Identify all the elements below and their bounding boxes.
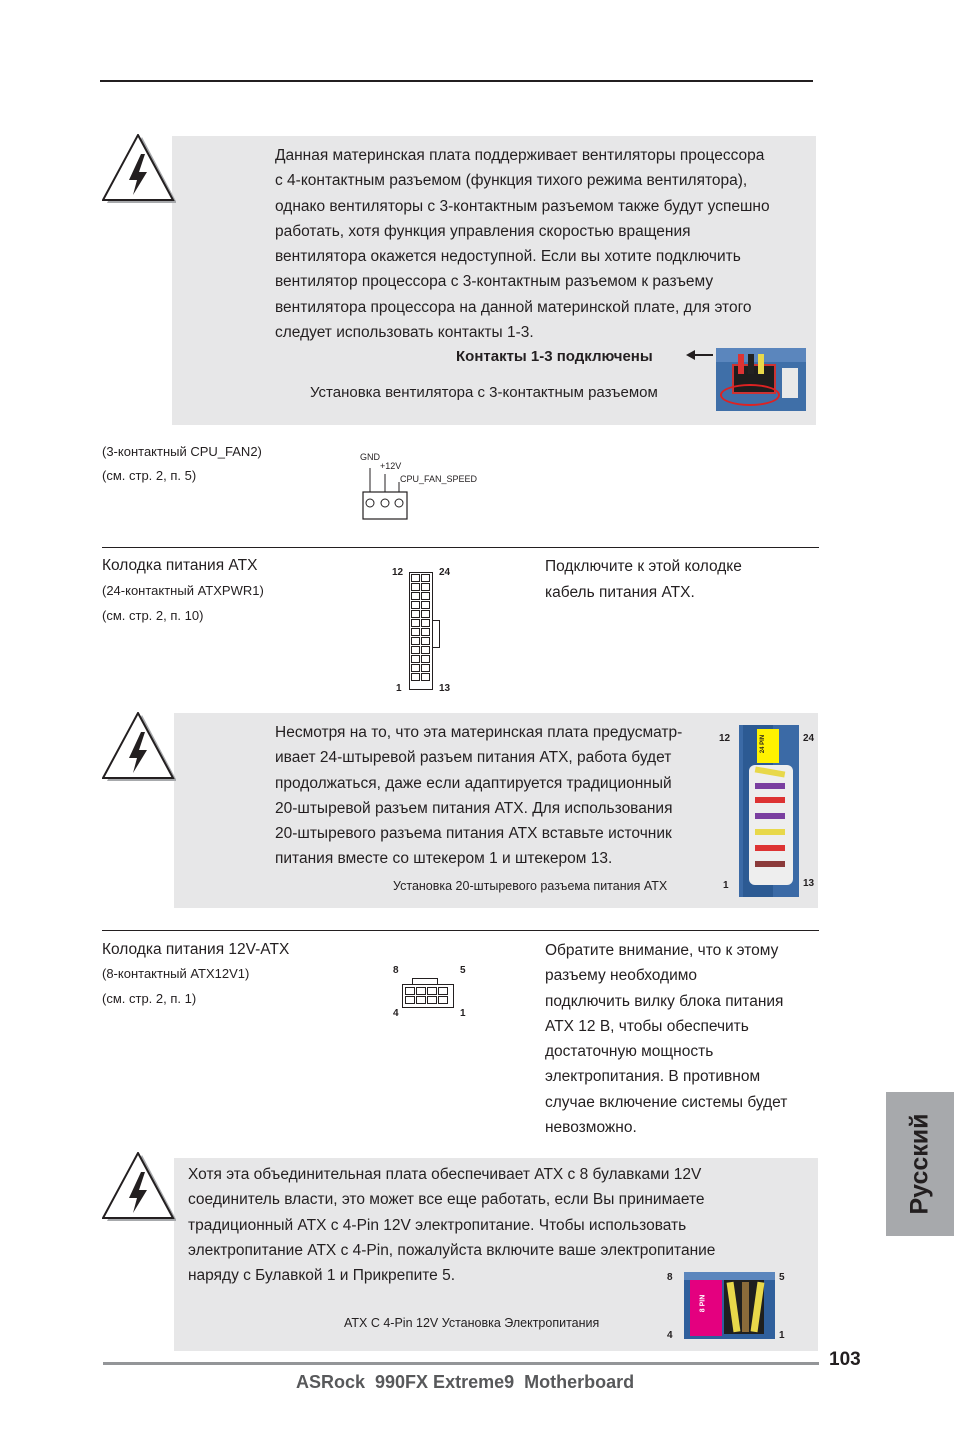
atx12v-desc-line: случае включение системы будет: [545, 1093, 788, 1111]
atx12v-desc-line: разъему необходимо: [545, 967, 698, 985]
atx-desc-line: кабель питания ATX.: [545, 583, 695, 601]
atx12v-pin-1: 1: [460, 1008, 466, 1019]
atx-pin-1: 1: [396, 683, 402, 694]
note1-line: Данная материнская плата поддерживает вентиляторы процессора: [275, 147, 765, 164]
warning-icon: [102, 712, 176, 784]
note1-line: вентилятора процессора на данной материнской плате, для этого: [275, 298, 752, 316]
note1-line: с 4-контактным разъемом (функция тихого режима вентилятора),: [275, 172, 748, 190]
atx12v-description: [545, 938, 787, 1140]
footer-rule: [103, 1362, 819, 1365]
note2-line: Несмотря на то, что эта материнская плата предусматр-: [275, 724, 683, 741]
atx12v-title: Колодка питания 12V-ATX: [102, 941, 290, 958]
note1-line: вентилятора окажется недоступной. Если вы хотите подключить: [275, 248, 741, 266]
atx-description: [545, 554, 742, 605]
atx-title: Колодка питания ATX: [102, 557, 258, 574]
photo8-pin-5: 5: [779, 1272, 785, 1283]
warning-icon: [102, 134, 176, 206]
atx-ref: (см. стр. 2, п. 10): [102, 608, 204, 623]
fan-connector-photo: [716, 348, 806, 411]
note2-line: продолжаться, даже если адаптируется традиционный: [275, 774, 672, 792]
atx-pin-12: 12: [392, 567, 404, 578]
photo-pin-13: 13: [803, 878, 815, 889]
pins-connected-label: Контакты 1-3 подключены: [456, 348, 653, 365]
warning-icon: [102, 1152, 176, 1224]
pin-speed-label: CPU_FAN_SPEED: [400, 474, 478, 484]
note1-line: работать, хотя функция управления скоростью вращения: [275, 222, 691, 240]
note2-line: питания вместе со штекером 1 и штекером 13.: [275, 850, 613, 868]
atx12v-pin-4: 4: [393, 1008, 399, 1019]
photo-pin-12: 12: [719, 733, 731, 744]
language-tab: [886, 1092, 954, 1236]
note2-text: [275, 720, 725, 872]
page-number: 103: [829, 1349, 861, 1370]
atx12v-desc-line: Обратите внимание, что к этому: [545, 942, 779, 959]
atx12v-desc-line: электропитания. В противном: [545, 1068, 761, 1086]
atx12v-pin-8: 8: [393, 965, 399, 976]
photo8-pin-8: 8: [667, 1272, 673, 1283]
photo8-pin-1: 1: [779, 1330, 785, 1341]
note2-caption: Установка 20-штыревого разъема питания ATX: [393, 879, 668, 893]
arrow-left-icon: [686, 348, 714, 362]
atx-pin-13: 13: [439, 683, 451, 694]
note1-line: вентилятор процессора с 3-контактным разъемом к разъему: [275, 273, 714, 291]
atx12v-desc-line: подключить вилку блока питания: [545, 992, 784, 1010]
top-rule: [100, 80, 813, 82]
atx12v-desc-line: ATX 12 В, чтобы обеспечить: [545, 1017, 749, 1035]
atx-desc-line: Подключите к этой колодке: [545, 558, 742, 575]
section-divider: [102, 547, 819, 548]
language-label: Русский: [905, 1113, 934, 1215]
photo-label-24pin: 24 PIN: [760, 734, 767, 754]
photo8-pin-4: 4: [667, 1330, 673, 1341]
atx-20pin-photo: [739, 725, 799, 897]
note3-line: Хотя эта объединительная плата обеспечивает ATX с 8 булавками 12V: [188, 1166, 702, 1183]
cpu-fan-label: (3-контактный CPU_FAN2): [102, 444, 262, 459]
atx-24pin-diagram: [409, 572, 433, 690]
pin-gnd-label: GND: [360, 452, 380, 462]
note2-line: 20-штыревой разъем питания ATX. Для использования: [275, 799, 673, 817]
note1-line: однако вентиляторы с 3-контактным разъемом также будут успешно: [275, 197, 770, 215]
photo-pin-24: 24: [803, 733, 815, 744]
atx12v-8pin-diagram: [402, 984, 454, 1008]
cpu-fan-ref: (см. стр. 2, п. 5): [102, 468, 197, 483]
note1-text: [275, 143, 820, 345]
note1-caption: Установка вентилятора с 3-контактным разъемом: [310, 384, 658, 401]
atx-sub: (24-контактный ATXPWR1): [102, 583, 264, 598]
note3-line: наряду с Булавкой 1 и Прикрепите 5.: [188, 1267, 456, 1285]
note3-caption: ATX С 4-Pin 12V Установка Электропитания: [344, 1316, 600, 1330]
atx12v-ref: (см. стр. 2, п. 1): [102, 991, 197, 1006]
footer-product: ASRock 990FX Extreme9 Motherboard: [296, 1372, 635, 1392]
note2-line: ивает 24-штыревой разъем питания ATX, работа будет: [275, 749, 672, 767]
note3-text: [188, 1162, 788, 1288]
note3-line: электропитание ATX с 4-Pin, пожалуйста включите ваше электропитание: [188, 1241, 716, 1259]
photo-label-8pin: 8 PIN: [699, 1294, 707, 1313]
atx-pin-24: 24: [439, 567, 451, 578]
section-divider: [102, 930, 819, 931]
note2-line: 20-штыревого разъема питания ATX вставьте источник: [275, 825, 672, 843]
atx12v-sub: (8-контактный ATX12V1): [102, 966, 250, 981]
pin-12v-label: +12V: [380, 461, 402, 471]
photo-pin-1: 1: [723, 880, 729, 891]
atx-latch: [433, 620, 440, 648]
note3-line: традиционный ATX с 4-Pin 12V электропитание. Чтобы использовать: [188, 1216, 687, 1234]
atx12v-pin-5: 5: [460, 965, 466, 976]
note1-line: следует использовать контакты 1-3.: [275, 324, 534, 342]
note3-line: соединитель власти, это может все еще работать, если Вы принимаете: [188, 1191, 705, 1209]
atx12v-desc-line: достаточную мощность: [545, 1043, 714, 1061]
atx12v-desc-line: невозможно.: [545, 1119, 637, 1137]
atx-4pin-photo: [684, 1272, 775, 1339]
cpu-fan-header-diagram: [360, 462, 410, 522]
